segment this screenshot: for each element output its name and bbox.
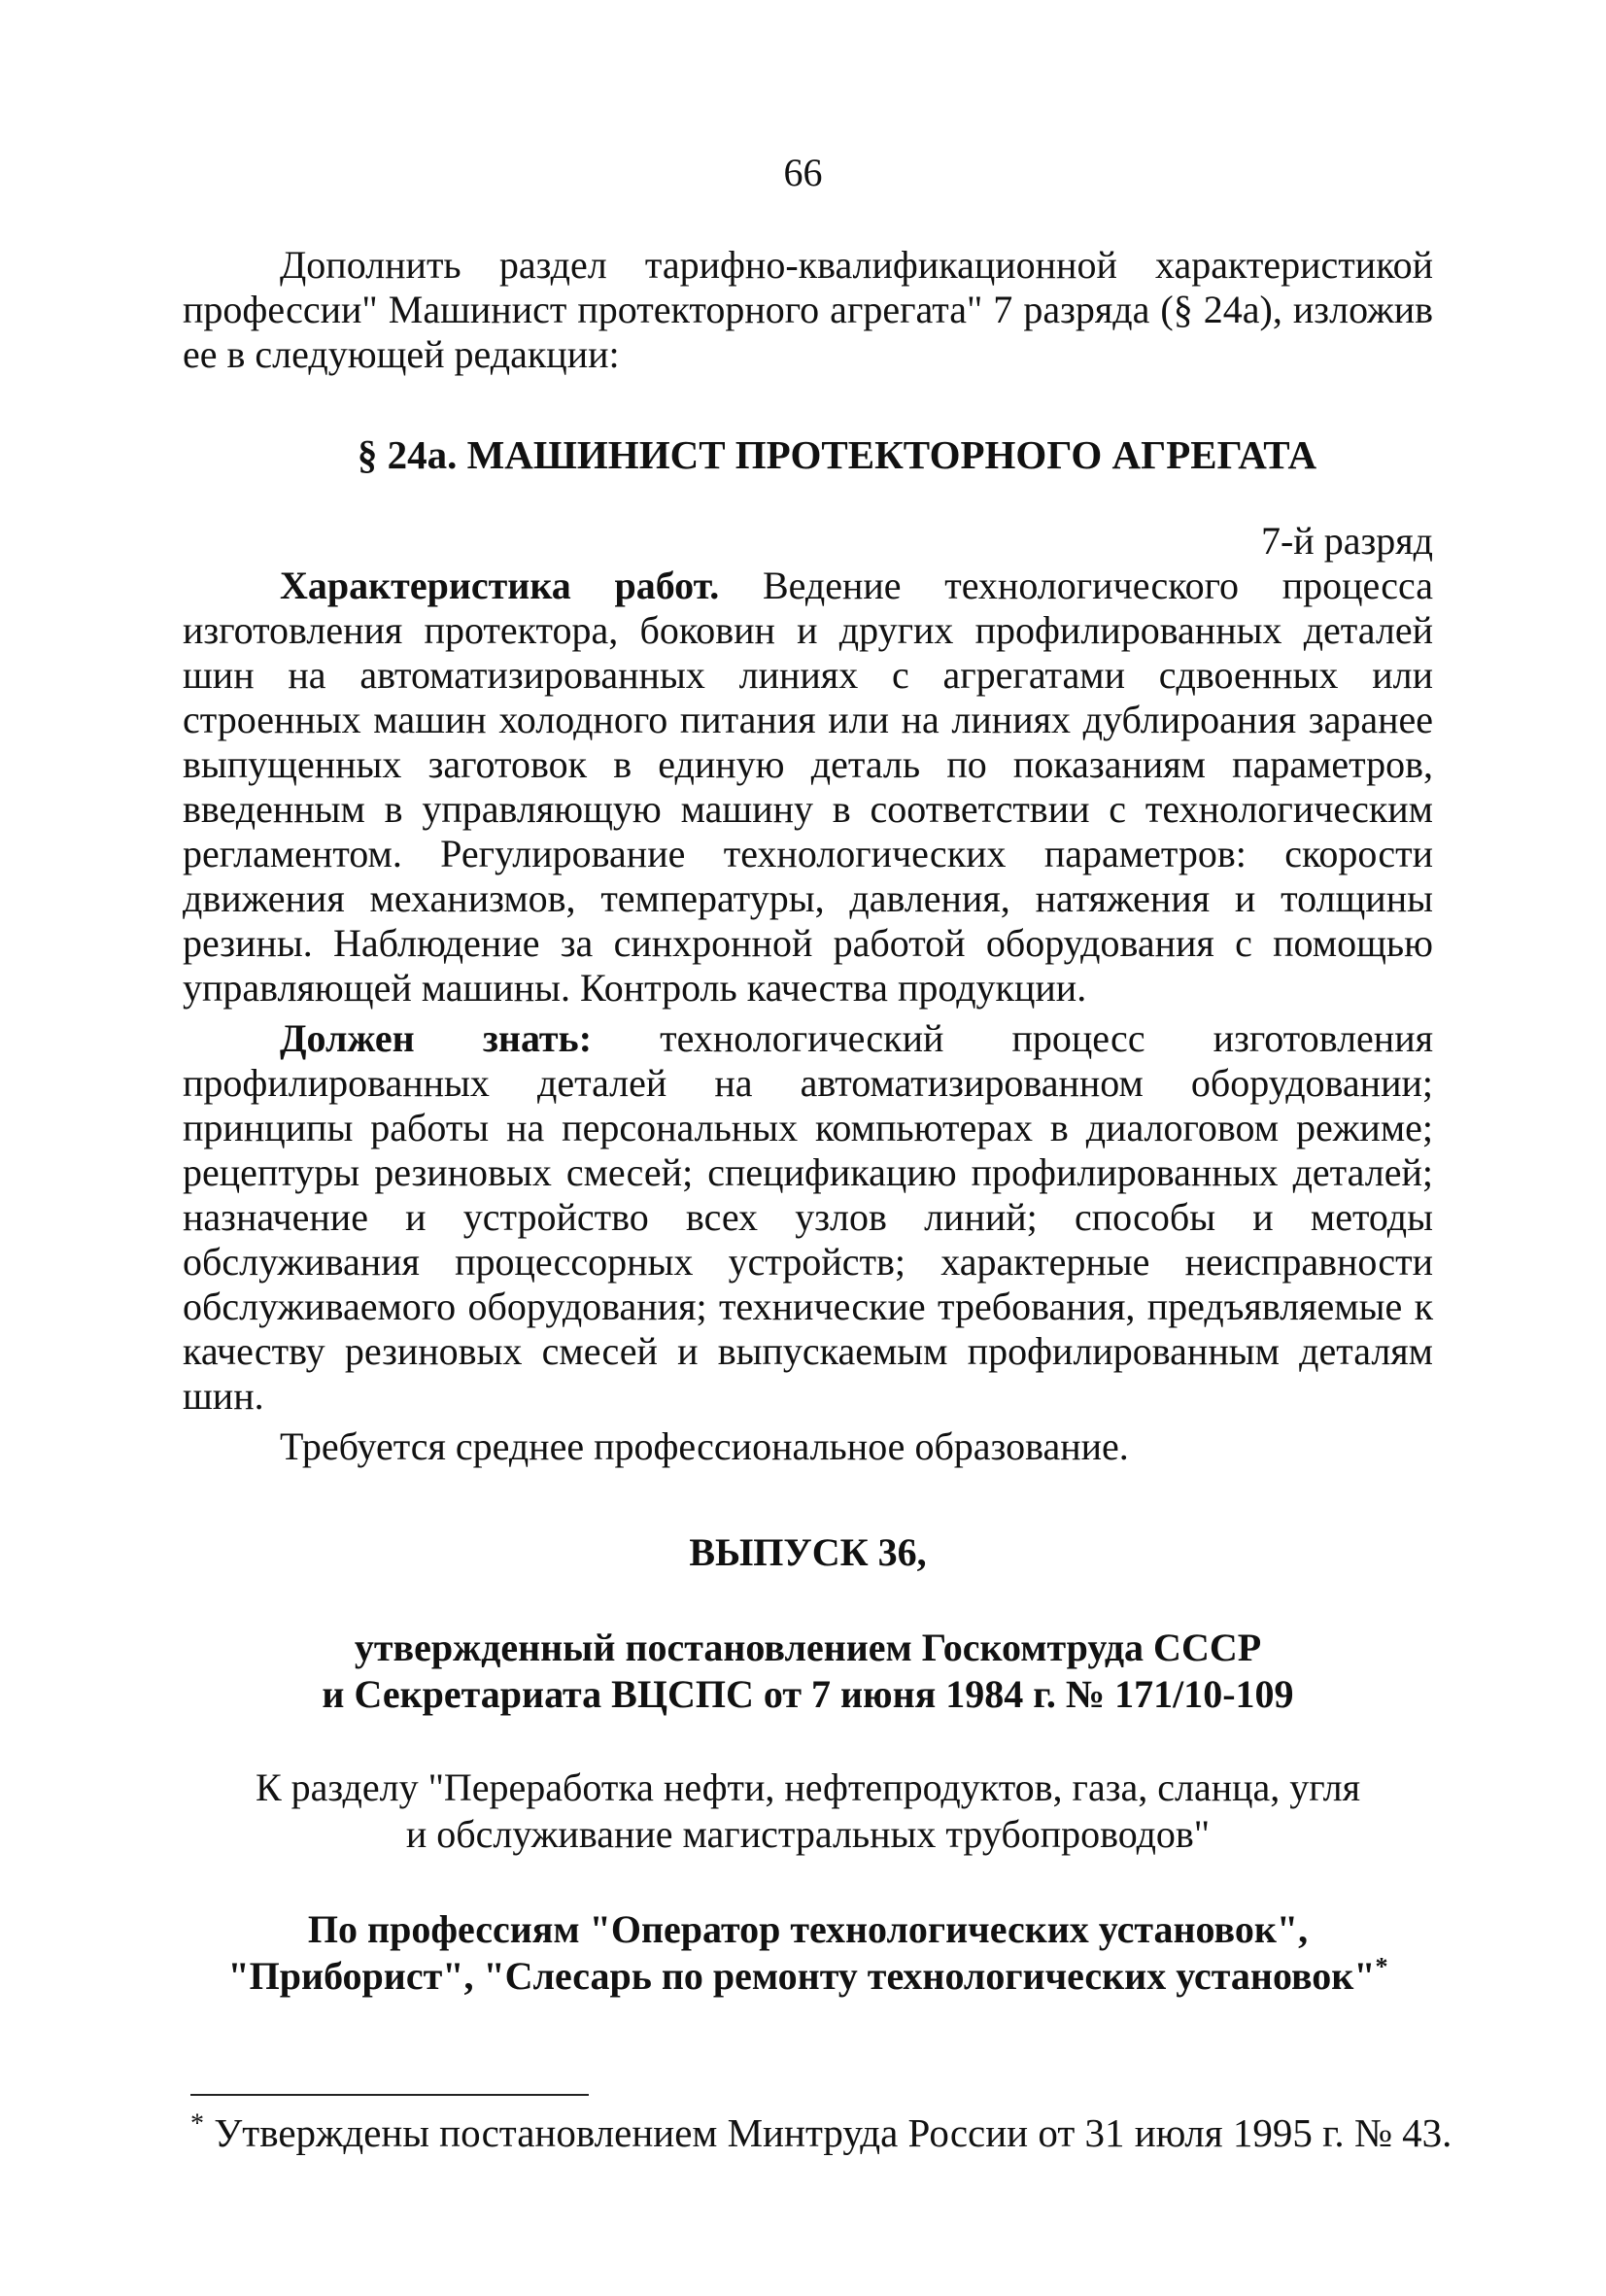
document-body: [183, 243, 1433, 2000]
professions-line-2: "Приборист", "Слесарь по ремонту технологических установок": [227, 1954, 1376, 1998]
grade-label: 7-й разряд: [1260, 519, 1433, 563]
footnote-divider: [190, 2094, 589, 2096]
section-reference: [183, 1765, 1433, 1858]
work-characteristics-label: Характеристика работ.: [280, 564, 720, 607]
intro-paragraph: [183, 243, 1433, 377]
page-number: 66: [783, 151, 823, 194]
section-reference-line-1: К разделу "Переработка нефти, нефтепродуктов, газа, сланца, угля: [255, 1765, 1361, 1809]
section-heading: § 24а. МАШИНИСТ ПРОТЕКТОРНОГО АГРЕГАТА: [357, 432, 1317, 477]
issue-title: ВЫПУСК 36,: [689, 1530, 927, 1574]
must-know-label: Должен знать:: [280, 1016, 593, 1060]
approval-line-1: утвержденный постановлением Госкомтруда СССР: [354, 1626, 1262, 1669]
intro-line-1: Дополнить раздел тарифно-квалификационной характеристикой: [280, 243, 1433, 287]
footnote-marker: *: [190, 2108, 204, 2140]
professions-line-2-wrap: [183, 1953, 1433, 2000]
footnote-reference-marker: *: [1375, 1952, 1388, 1981]
must-know-text: технологический процесс изготовления профилированных деталей на автоматизированном оборудовании; принципы работы на персональных компьютерах в диалоговом режиме; рецептуры резиновых смесей; спецификацию профилированных деталей; назначение и устройство всех узлов линий; способы и методы обслуживания процессорных устройств; характерные неисправности обслуживаемого оборудования; технические требования, предъявляемые к качеству резиновых смесей и выпускаемым профилированным деталям шин.: [183, 1016, 1434, 1418]
work-characteristics-paragraph: [183, 564, 1433, 1011]
footnote-text: Утверждены постановлением Минтруда России от 31 июля 1995 г. № 43.: [214, 2110, 1452, 2155]
approval-line-2: и Секретариата ВЦСПС от 7 июня 1984 г. № 171/10-109: [322, 1672, 1294, 1716]
must-know-paragraph: [183, 1016, 1433, 1419]
section-reference-line-2: и обслуживание магистральных трубопроводов": [405, 1812, 1211, 1856]
work-characteristics-text: Ведение технологического процесса изготовления протектора, боковин и других профилированных деталей шин на автоматизированных линиях с агрегатами сдвоенных или строенных машин холодного питания или на линиях дублироания заранее выпущенных заготовок в единую деталь по показаниям параметров, введенным в управляющую машину в соответствии с технологическим регламентом. Регулирование технологических параметров: скорости движения механизмов, температуры, давления, натяжения и толщины резины. Наблюдение за синхронной работой оборудования с помощью управляющей машины. Контроль качества продукции.: [183, 564, 1434, 1010]
footnote: [190, 2108, 1453, 2157]
professions-heading: [183, 1906, 1433, 2000]
intro-line-2: профессии" Машинист протекторного агрегата" 7 разряда (§ 24а), изложив: [183, 288, 1433, 331]
professions-line-1: По профессиям "Оператор технологических установок",: [307, 1907, 1309, 1951]
intro-line-3: ее в следующей редакции:: [183, 332, 620, 376]
education-requirement: Требуется среднее профессиональное образование.: [280, 1424, 1129, 1468]
approval-block: [183, 1625, 1433, 1718]
